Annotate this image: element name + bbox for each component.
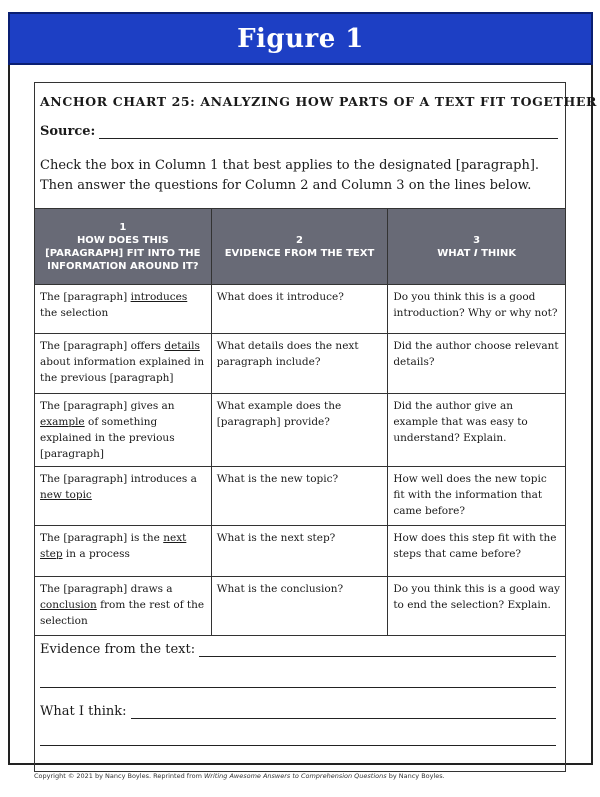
figure-title: Figure 1 <box>237 23 364 54</box>
row-3-column-3: Did the author give an example that was easy to understand? Explain. <box>388 394 566 467</box>
think-blank-line[interactable] <box>131 705 557 719</box>
table-row <box>35 577 566 636</box>
source-row <box>40 124 558 139</box>
row-6-column-1[interactable]: The [paragraph] draws a conclusion from the rest of the selection <box>35 577 212 636</box>
table-row <box>35 285 566 334</box>
row-4-column-2: What is the new topic? <box>211 467 388 526</box>
source-label: Source: <box>40 124 96 139</box>
column-heading: EVIDENCE FROM THE TEXT <box>224 247 375 259</box>
table-row <box>35 467 566 526</box>
table-header-row <box>35 209 566 285</box>
row-1-column-3: Do you think this is a good introduction? Why or why not? <box>388 285 566 334</box>
instructions-text: Check the box in Column 1 that best applies to the designated [paragraph]. Then answer the questions for Column 2 and Column 3 on the lines below. <box>40 158 540 193</box>
think-row <box>40 704 556 719</box>
row-2-column-3: Did the author choose relevant details? <box>388 334 566 394</box>
column-number: 2 <box>296 234 303 246</box>
evidence-blank-line-2[interactable] <box>40 687 556 688</box>
evidence-label: Evidence from the text: <box>40 642 196 657</box>
think-blank-line-2[interactable] <box>40 745 556 746</box>
column-heading: HOW DOES THIS [PARAGRAPH] FIT INTO THE INFORMATION AROUND IT? <box>45 234 201 272</box>
copyright-notice: Copyright © 2021 by Nancy Boyles. Reprinted from Writing Awesome Answers to Comprehension Questions by Nancy Boyles. <box>34 772 445 780</box>
row-2-column-2: What details does the next paragraph include? <box>211 334 388 394</box>
column-number: 1 <box>119 221 127 233</box>
row-1-column-1[interactable]: The [paragraph] introduces the selection <box>35 285 212 334</box>
row-5-column-2: What is the next step? <box>211 526 388 577</box>
column-header-3 <box>388 209 566 285</box>
column-number: 3 <box>473 234 481 246</box>
row-4-column-3: How well does the new topic fit with the information that came before? <box>388 467 566 526</box>
column-header-2 <box>211 209 388 285</box>
column-header-1 <box>35 209 212 285</box>
chart-title: ANCHOR CHART 25: ANALYZING HOW PARTS OF A TEXT FIT TOGETHER <box>40 94 597 109</box>
book-title: Writing Awesome Answers to Comprehension Questions <box>203 772 387 780</box>
row-3-column-2: What example does the [paragraph] provide? <box>211 394 388 467</box>
table-row <box>35 526 566 577</box>
figure-banner <box>8 12 593 65</box>
row-1-column-2: What does it introduce? <box>211 285 388 334</box>
table-row <box>35 394 566 467</box>
row-5-column-3: How does this step fit with the steps that came before? <box>388 526 566 577</box>
analysis-table <box>34 208 566 636</box>
row-2-column-1[interactable]: The [paragraph] offers details about information explained in the previous [paragraph] <box>35 334 212 394</box>
evidence-row <box>40 642 556 657</box>
column-heading: WHAT I THINK <box>437 247 517 259</box>
row-3-column-1[interactable]: The [paragraph] gives an example of something explained in the previous [paragraph] <box>35 394 212 467</box>
row-4-column-1[interactable]: The [paragraph] introduces a new topic <box>35 467 212 526</box>
think-label: What I think: <box>40 704 127 719</box>
table-row <box>35 334 566 394</box>
row-5-column-1[interactable]: The [paragraph] is the next step in a process <box>35 526 212 577</box>
evidence-blank-line[interactable] <box>199 643 556 657</box>
source-blank-line[interactable] <box>99 125 558 139</box>
row-6-column-3: Do you think this is a good way to end the selection? Explain. <box>388 577 566 636</box>
row-6-column-2: What is the conclusion? <box>211 577 388 636</box>
